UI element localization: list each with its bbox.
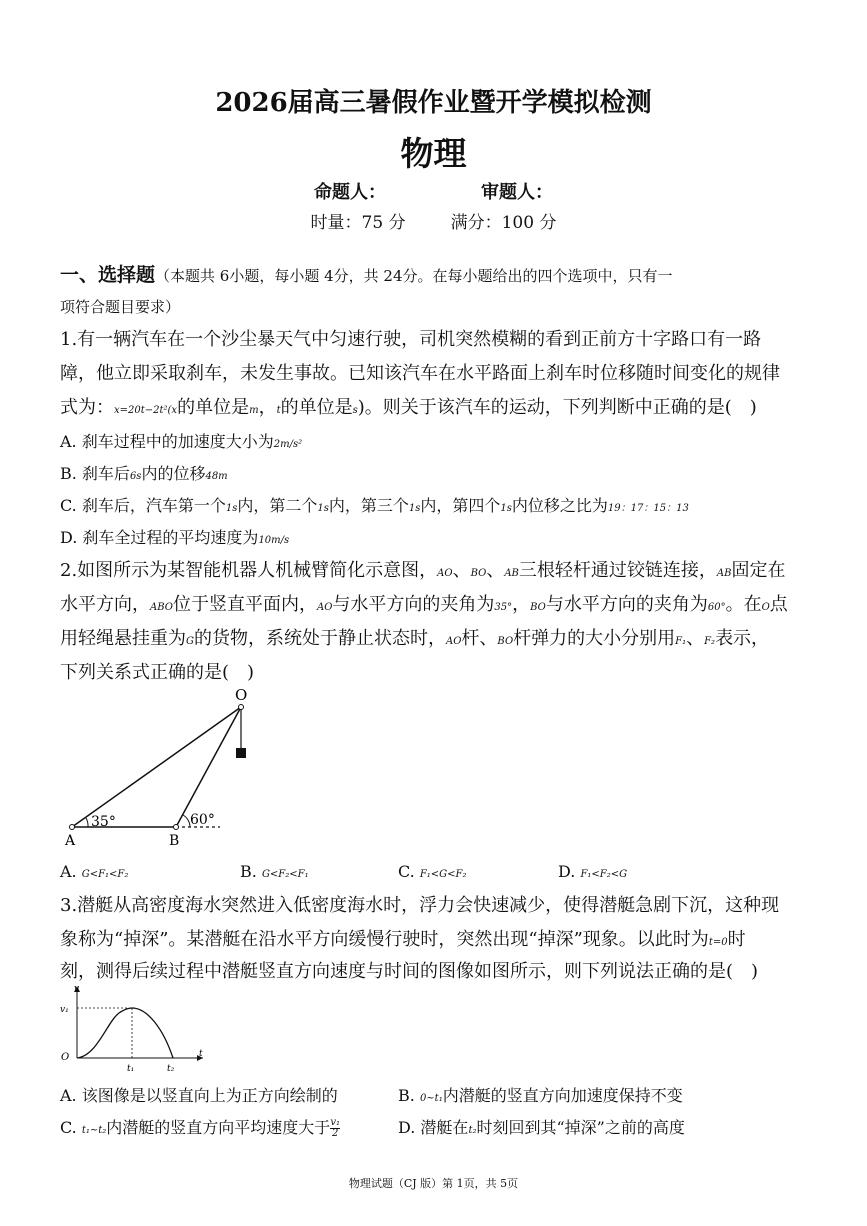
- rod-bo: [176, 707, 241, 827]
- q2-line4: 下列关系式正确的是( ): [60, 662, 255, 683]
- label-o: O: [61, 1052, 70, 1063]
- q3-line3: 刻，测得后续过程中潜艇竖直方向速度与时间的图像如图所示，则下列说法正确的是( ): [60, 961, 759, 982]
- label-t2: t₂: [167, 1064, 175, 1074]
- rod-ao: [72, 707, 241, 827]
- q3-option-b: B. 0~t₁内潜艇的竖直方向加速度保持不变: [398, 1086, 683, 1105]
- section-header: [60, 262, 673, 289]
- exam-time: 时量：75 分: [310, 213, 406, 233]
- q3-velocity-time-graph: [55, 982, 215, 1077]
- angle-arc-60: [183, 815, 190, 827]
- q2-option-a: A. G<F₁<F₂: [60, 862, 129, 881]
- v-t-curve: [77, 1008, 173, 1058]
- exam-title: 2026届高三暑假作业暨开学模拟检测: [215, 88, 652, 118]
- hinge-a: [70, 825, 75, 830]
- hinge-o: [239, 705, 244, 710]
- q2-line2: 水平方向，ABO位于竖直平面内，AO与水平方向的夹角为35°，BO与水平方向的夹角为60°。在O点: [60, 594, 788, 615]
- q3-option-a: A. 该图像是以竖直向上为正方向绘制的: [60, 1086, 338, 1105]
- q2-line1: 2.如图所示为某智能机器人机械臂简化示意图，AO、BO、AB三根轻杆通过铰链连接，AB固定在: [60, 560, 786, 581]
- angle-arc-35: [86, 818, 88, 827]
- v1-over-2-fraction: $\frac{\text{v₁}}{2}$: [330, 1117, 340, 1139]
- label-a: A: [65, 833, 76, 849]
- q2-mechanical-arm-diagram: [55, 682, 265, 852]
- page-footer: 物理试题（CJ 版）第 1页，共 5页: [348, 1177, 519, 1190]
- q1-formula: x=20t−2t²(x: [114, 405, 178, 416]
- cargo-block: [236, 748, 246, 758]
- section-title: 一、选择题: [60, 264, 156, 286]
- label-t: t: [199, 1049, 203, 1059]
- exam-score: 满分：100 分: [450, 213, 557, 233]
- q2-line3: 用轻绳悬挂重为G的货物，系统处于静止状态时，AO杆、BO杆弹力的大小分别用F₁、F₂表示，: [60, 628, 770, 649]
- q1-option-c: C. 刹车后，汽车第一个1s内，第二个1s内，第三个1s内，第四个1s内位移之比为19：17：15：13: [60, 496, 689, 515]
- q1-option-b: B. 刹车后6s内的位移48m: [60, 464, 228, 483]
- label-b: B: [169, 833, 180, 849]
- exam-meta: [0, 208, 867, 233]
- q2-option-b: B. G<F₂<F₁: [240, 862, 309, 881]
- label-v: v: [74, 984, 80, 994]
- subject-title: 物理: [400, 134, 467, 173]
- q3-option-c: C. t₁~t₂内潜艇的竖直方向平均速度大于 $\frac{\text{v₁}}{2}$: [60, 1117, 340, 1139]
- q3-line2: 象称为“掉深”。某潜艇在沿水平方向缓慢行驶时，突然出现“掉深”现象。以此时为t=0时: [60, 929, 746, 950]
- q2-option-d: D. F₁<F₂<G: [558, 862, 628, 881]
- hinge-b: [174, 825, 179, 830]
- author-line: [0, 178, 867, 204]
- section-instruction-2: 项符合题目要求）: [60, 298, 181, 316]
- q1-line2: 障，他立即采取刹车，未发生事故。已知该汽车在水平路面上刹车时位移随时间变化的规律: [60, 363, 780, 384]
- q2-option-c: C. F₁<G<F₂: [398, 862, 467, 881]
- label-o: O: [235, 686, 248, 704]
- reviewer-label: 审题人：: [481, 182, 553, 203]
- label-t1: t₁: [127, 1064, 135, 1074]
- section-instruction: （本题共 6小题，每小题 4分，共 24分。在每小题给出的四个选项中，只有一: [155, 267, 673, 285]
- label-angle-35: 35°: [91, 814, 116, 830]
- q1-line1: 1.有一辆汽车在一个沙尘暴天气中匀速行驶，司机突然模糊的看到正前方十字路口有一路: [60, 329, 762, 350]
- q1-option-a: A. 刹车过程中的加速度大小为2m/s²: [60, 432, 303, 451]
- q3-option-d: D. 潜艇在t₂时刻回到其“掉深”之前的高度: [398, 1118, 685, 1137]
- author-label: 命题人：: [314, 182, 386, 203]
- label-v1: v₁: [60, 1005, 69, 1015]
- q3-line1: 3.潜艇从高密度海水突然进入低密度海水时，浮力会快速减少，使得潜艇急剧下沉，这种现: [60, 895, 780, 916]
- q1-line3: 式为：x=20t−2t²(x的单位是m，t的单位是s)。则关于该汽车的运动，下列判断中正确的是( ): [60, 397, 757, 418]
- label-angle-60: 60°: [190, 812, 215, 828]
- q1-option-d: D. 刹车全过程的平均速度为10m/s: [60, 528, 290, 547]
